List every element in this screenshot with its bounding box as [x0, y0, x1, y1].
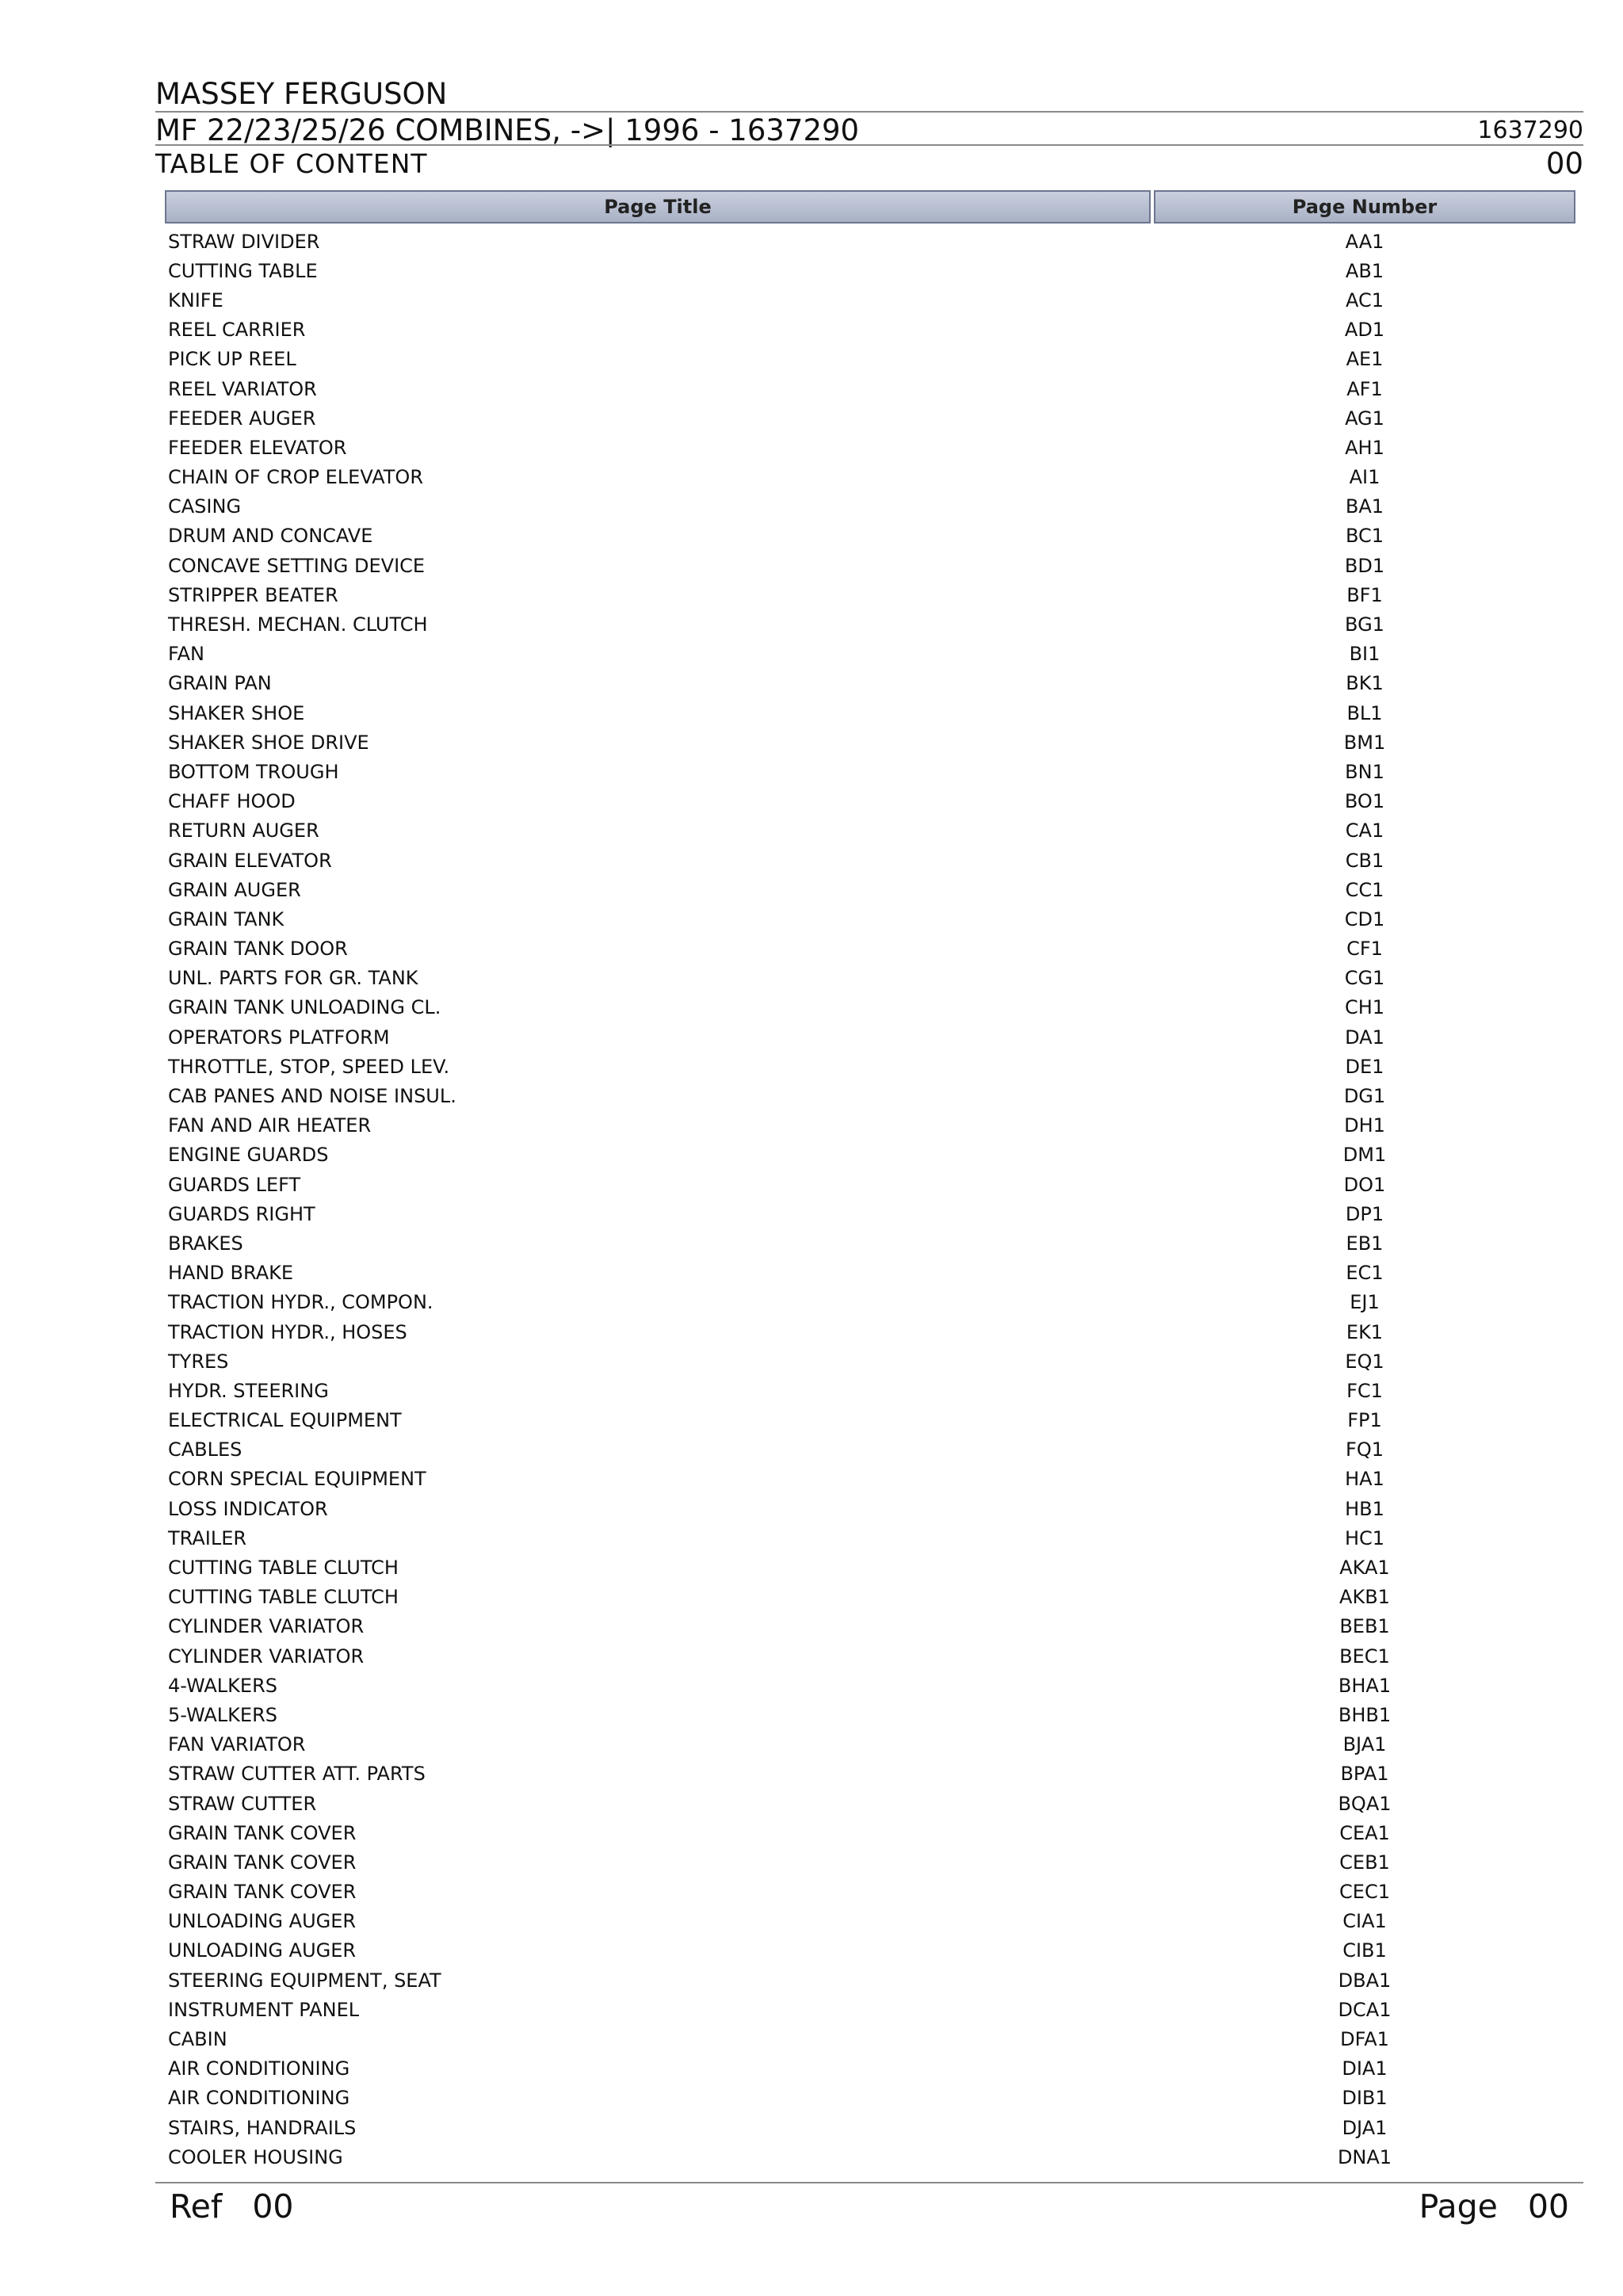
page-number-cell: DH1 — [1344, 1114, 1385, 1137]
page-title-cell: TRAILER — [168, 1526, 247, 1549]
table-row[interactable] — [165, 1228, 1575, 1258]
page-title-cell: STAIRS, HANDRAILS — [168, 2116, 357, 2139]
page-number-cell: EB1 — [1346, 1232, 1384, 1255]
table-row[interactable] — [165, 728, 1575, 757]
page-number-cell: AKB1 — [1339, 1586, 1390, 1609]
page-number-cell: AD1 — [1344, 319, 1385, 342]
page-number-cell: BHA1 — [1338, 1674, 1392, 1697]
page-number-cell: DO1 — [1343, 1173, 1386, 1196]
table-row[interactable] — [165, 1553, 1575, 1582]
table-row[interactable] — [165, 609, 1575, 639]
table-row[interactable] — [165, 1759, 1575, 1789]
table-row[interactable] — [165, 1523, 1575, 1553]
table-row[interactable] — [165, 1317, 1575, 1347]
table-row[interactable] — [165, 904, 1575, 934]
page-number-cell: CIB1 — [1342, 1939, 1387, 1962]
page-title-cell: INSTRUMENT PANEL — [168, 1998, 360, 2021]
page-title-cell: SHAKER SHOE DRIVE — [168, 731, 369, 754]
table-row[interactable] — [165, 1671, 1575, 1700]
table-row[interactable] — [165, 1907, 1575, 1936]
toc-title: TABLE OF CONTENT — [155, 147, 428, 179]
page-number-cell: BJA1 — [1342, 1733, 1387, 1756]
table-row[interactable] — [165, 993, 1575, 1022]
page-number-cell: BG1 — [1345, 613, 1384, 636]
page-number-cell: DBA1 — [1338, 1969, 1392, 1992]
page-title-cell: STRAW CUTTER — [168, 1792, 317, 1815]
page-title-cell: UNLOADING AUGER — [168, 1910, 357, 1933]
table-row[interactable] — [165, 1259, 1575, 1288]
table-row[interactable] — [165, 1789, 1575, 1818]
page-number-cell: AA1 — [1345, 230, 1384, 253]
page-number-cell: DNA1 — [1337, 2145, 1392, 2168]
page-title-cell: CAB PANES AND NOISE INSUL. — [168, 1085, 456, 1108]
page-title-cell: BRAKES — [168, 1232, 243, 1255]
page-title-cell: STEERING EQUIPMENT, SEAT — [168, 1969, 441, 1992]
model-row — [155, 111, 1583, 147]
table-row[interactable] — [165, 580, 1575, 609]
table-row[interactable] — [165, 698, 1575, 728]
table-row[interactable] — [165, 285, 1575, 315]
page-number-cell: AG1 — [1345, 407, 1384, 430]
page-title-cell: CUTTING TABLE CLUTCH — [168, 1557, 399, 1580]
serial-number: 1637290 — [1477, 116, 1583, 144]
footer-ref — [170, 2187, 293, 2225]
page-number-cell: EQ1 — [1345, 1350, 1384, 1373]
page-number-cell: BQA1 — [1338, 1792, 1392, 1815]
page-title-cell: CUTTING TABLE CLUTCH — [168, 1586, 399, 1609]
page-title-cell: GRAIN TANK — [168, 907, 285, 930]
page-title-cell: GRAIN TANK COVER — [168, 1821, 357, 1844]
page-number-cell: HA1 — [1345, 1468, 1384, 1491]
page-number-cell: AE1 — [1346, 348, 1384, 371]
page-title-cell: THRESH. MECHAN. CLUTCH — [168, 613, 428, 636]
table-row[interactable] — [165, 374, 1575, 403]
page-number-cell: CEC1 — [1339, 1881, 1390, 1904]
table-row[interactable] — [165, 1465, 1575, 1494]
page-title-cell: UNL. PARTS FOR GR. TANK — [168, 967, 418, 990]
page-number-cell: BD1 — [1344, 554, 1385, 577]
page-number-cell: BI1 — [1349, 643, 1381, 666]
page-number-cell: CD1 — [1344, 907, 1385, 930]
page-number-cell: FQ1 — [1346, 1438, 1384, 1461]
page-number-cell: EK1 — [1346, 1320, 1384, 1343]
table-row[interactable] — [165, 2084, 1575, 2113]
page-title-cell: REEL CARRIER — [168, 319, 306, 342]
page-title-cell: PICK UP REEL — [168, 348, 296, 371]
table-row[interactable] — [165, 1936, 1575, 1966]
table-row[interactable] — [165, 787, 1575, 816]
page-number-cell: BEC1 — [1339, 1645, 1390, 1668]
page-title-cell: HAND BRAKE — [168, 1262, 294, 1285]
page-title-cell: CASING — [168, 495, 242, 518]
table-row[interactable] — [165, 1347, 1575, 1376]
table-row[interactable] — [165, 2113, 1575, 2142]
page-title-cell: GRAIN ELEVATOR — [168, 849, 332, 872]
page-number-cell: AKA1 — [1339, 1557, 1390, 1580]
page-number-cell: DJA1 — [1342, 2116, 1388, 2139]
brand-title: MASSEY FERGUSON — [155, 77, 448, 111]
footer-page — [1419, 2187, 1569, 2225]
table-row[interactable] — [165, 875, 1575, 904]
table-header — [165, 190, 1575, 223]
page-number-cell: CIA1 — [1342, 1910, 1387, 1933]
table-row[interactable] — [165, 1847, 1575, 1877]
page-number-cell: BHB1 — [1338, 1703, 1392, 1726]
table-row[interactable] — [165, 1612, 1575, 1641]
table-row[interactable] — [165, 1199, 1575, 1228]
toc-table — [165, 190, 1575, 2181]
page-number-cell: BO1 — [1344, 790, 1385, 813]
table-row[interactable] — [165, 1818, 1575, 1847]
table-row[interactable] — [165, 669, 1575, 698]
table-row[interactable] — [165, 345, 1575, 374]
page-number-cell: BK1 — [1346, 672, 1384, 695]
table-row[interactable] — [165, 964, 1575, 993]
table-row[interactable] — [165, 433, 1575, 462]
footer-divider — [155, 2182, 1583, 2183]
table-row[interactable] — [165, 2024, 1575, 2053]
page-number-cell: DP1 — [1345, 1202, 1384, 1225]
table-row[interactable] — [165, 2142, 1575, 2172]
page-title-cell: BOTTOM TROUGH — [168, 760, 339, 783]
page-title-cell: 4-WALKERS — [168, 1674, 277, 1697]
page-title-cell: GRAIN TANK COVER — [168, 1851, 357, 1874]
page-number-cell: DFA1 — [1340, 2028, 1389, 2051]
table-row[interactable] — [165, 1494, 1575, 1523]
page-title-cell: GRAIN TANK DOOR — [168, 938, 348, 961]
page-title-cell: STRAW DIVIDER — [168, 230, 320, 253]
table-row[interactable] — [165, 315, 1575, 345]
footer-ref-label: Ref — [170, 2187, 223, 2225]
page-title-cell: CABIN — [168, 2028, 227, 2051]
page-title-cell: FEEDER AUGER — [168, 407, 316, 430]
page-number-cell: BC1 — [1345, 525, 1384, 548]
page-title-cell: ENGINE GUARDS — [168, 1144, 329, 1167]
page-number-cell: DE1 — [1345, 1055, 1384, 1078]
page-number-cell: DIA1 — [1342, 2057, 1388, 2080]
table-row[interactable] — [165, 227, 1575, 256]
page-title-cell: LOSS INDICATOR — [168, 1497, 328, 1520]
page-number-cell: DM1 — [1342, 1144, 1387, 1167]
page-title-cell: STRIPPER BEATER — [168, 583, 338, 606]
page-title-cell: KNIFE — [168, 288, 223, 311]
page-number-cell: DCA1 — [1338, 1998, 1392, 2021]
page-number-cell: FC1 — [1346, 1379, 1383, 1402]
page-number-cell: BN1 — [1345, 760, 1384, 783]
page-title-cell: THROTTLE, STOP, SPEED LEV. — [168, 1055, 450, 1078]
table-row[interactable] — [165, 521, 1575, 551]
page-title-cell: GUARDS RIGHT — [168, 1202, 315, 1225]
page-title-cell: FEEDER ELEVATOR — [168, 436, 347, 459]
table-row[interactable] — [165, 934, 1575, 964]
table-row[interactable] — [165, 551, 1575, 580]
page-number-cell: AB1 — [1345, 259, 1384, 282]
page-number-cell: BM1 — [1343, 731, 1386, 754]
page-number-cell: DG1 — [1343, 1085, 1386, 1108]
page-title-cell: GRAIN TANK COVER — [168, 1881, 357, 1904]
table-row[interactable] — [165, 1081, 1575, 1110]
page-title-cell: GRAIN AUGER — [168, 878, 301, 901]
page-number-cell: CEB1 — [1339, 1851, 1390, 1874]
page-title-cell: TRACTION HYDR., COMPON. — [168, 1291, 433, 1314]
page-title-cell: RETURN AUGER — [168, 819, 319, 842]
page-title-cell: FAN — [168, 643, 204, 666]
page-title-cell: GUARDS LEFT — [168, 1173, 301, 1196]
page-number-cell: CEA1 — [1339, 1821, 1390, 1844]
table-row[interactable] — [165, 816, 1575, 846]
page-title-cell: FAN VARIATOR — [168, 1733, 306, 1756]
footer-ref-value: 00 — [252, 2187, 294, 2225]
table-row[interactable] — [165, 1052, 1575, 1081]
page-title-cell: HYDR. STEERING — [168, 1379, 329, 1402]
table-row[interactable] — [165, 1022, 1575, 1052]
table-row[interactable] — [165, 1435, 1575, 1465]
column-header-page-number[interactable]: Page Number — [1154, 190, 1575, 223]
table-row[interactable] — [165, 2054, 1575, 2084]
page-number-cell: HB1 — [1345, 1497, 1384, 1520]
model-title: MF 22/23/25/26 COMBINES, ->| 1996 - 1637290 — [155, 113, 860, 147]
page-title-cell: CHAFF HOOD — [168, 790, 296, 813]
page-number-cell: AH1 — [1345, 436, 1384, 459]
page-number-cell: CG1 — [1344, 967, 1385, 990]
page-number-cell: EC1 — [1346, 1262, 1384, 1285]
page-number-cell: DA1 — [1345, 1026, 1384, 1049]
page-title-cell: GRAIN PAN — [168, 672, 272, 695]
section-number: 00 — [1545, 146, 1583, 181]
table-row[interactable] — [165, 1700, 1575, 1729]
page-title-cell: GRAIN TANK UNLOADING CL. — [168, 996, 441, 1019]
page-title-cell: CYLINDER VARIATOR — [168, 1645, 365, 1668]
page-title-cell: STRAW CUTTER ATT. PARTS — [168, 1763, 426, 1786]
table-row[interactable] — [165, 1966, 1575, 1995]
page-title-cell: CYLINDER VARIATOR — [168, 1615, 365, 1638]
table-row[interactable] — [165, 403, 1575, 433]
page-title-cell: DRUM AND CONCAVE — [168, 525, 373, 548]
page-title-cell: TRACTION HYDR., HOSES — [168, 1320, 407, 1343]
page-title-cell: CUTTING TABLE — [168, 259, 318, 282]
footer-page-value: 00 — [1527, 2187, 1569, 2225]
table-row[interactable] — [165, 1730, 1575, 1759]
page-number-cell: AF1 — [1346, 377, 1383, 400]
page-number-cell: BL1 — [1346, 701, 1383, 724]
page-number-cell: CC1 — [1345, 878, 1384, 901]
page-title-cell: CHAIN OF CROP ELEVATOR — [168, 466, 423, 489]
table-row[interactable] — [165, 1583, 1575, 1612]
page-number-cell: CB1 — [1345, 849, 1384, 872]
toc-row — [155, 144, 1583, 181]
page-number-cell: BA1 — [1345, 495, 1384, 518]
table-body — [165, 227, 1575, 2172]
footer-page-label: Page — [1419, 2187, 1498, 2225]
page-title-cell: 5-WALKERS — [168, 1703, 277, 1726]
table-row[interactable] — [165, 640, 1575, 669]
page-title-cell: OPERATORS PLATFORM — [168, 1026, 390, 1049]
table-row[interactable] — [165, 1641, 1575, 1671]
page-title-cell: UNLOADING AUGER — [168, 1939, 357, 1962]
page-number-cell: AC1 — [1345, 288, 1384, 311]
page-title-cell: TYRES — [168, 1350, 229, 1373]
page-number-cell: CF1 — [1346, 938, 1383, 961]
page-number-cell: CA1 — [1345, 819, 1384, 842]
page-title-cell: CONCAVE SETTING DEVICE — [168, 554, 426, 577]
table-row[interactable] — [165, 757, 1575, 786]
page-number-cell: DIB1 — [1342, 2087, 1388, 2110]
page-number-cell: EJ1 — [1350, 1291, 1380, 1314]
table-row[interactable] — [165, 846, 1575, 875]
page-number-cell: FP1 — [1347, 1409, 1382, 1432]
page-number-cell: AI1 — [1349, 466, 1381, 489]
page-title-cell: ELECTRICAL EQUIPMENT — [168, 1409, 402, 1432]
table-row[interactable] — [165, 463, 1575, 492]
page-number-cell: HC1 — [1344, 1526, 1385, 1549]
table-row[interactable] — [165, 1170, 1575, 1199]
page-title-cell: AIR CONDITIONING — [168, 2087, 350, 2110]
table-row[interactable] — [165, 1288, 1575, 1317]
table-row[interactable] — [165, 1878, 1575, 1907]
page-title-cell: SHAKER SHOE — [168, 701, 305, 724]
table-row[interactable] — [165, 1406, 1575, 1435]
page-title-cell: CABLES — [168, 1438, 242, 1461]
column-header-page-title[interactable]: Page Title — [165, 190, 1151, 223]
page-title-cell: FAN AND AIR HEATER — [168, 1114, 372, 1137]
page-number-cell: BEB1 — [1339, 1615, 1390, 1638]
page-number-cell: BPA1 — [1340, 1763, 1389, 1786]
page-title-cell: REEL VARIATOR — [168, 377, 317, 400]
page-title-cell: CORN SPECIAL EQUIPMENT — [168, 1468, 426, 1491]
table-row[interactable] — [165, 1376, 1575, 1405]
table-row[interactable] — [165, 256, 1575, 285]
page-title-cell: COOLER HOUSING — [168, 2145, 343, 2168]
table-row[interactable] — [165, 1111, 1575, 1140]
table-row[interactable] — [165, 1140, 1575, 1170]
page-number-cell: BF1 — [1346, 583, 1383, 606]
table-row[interactable] — [165, 492, 1575, 521]
page-number-cell: CH1 — [1344, 996, 1385, 1019]
table-row[interactable] — [165, 1995, 1575, 2024]
page-title-cell: AIR CONDITIONING — [168, 2057, 350, 2080]
